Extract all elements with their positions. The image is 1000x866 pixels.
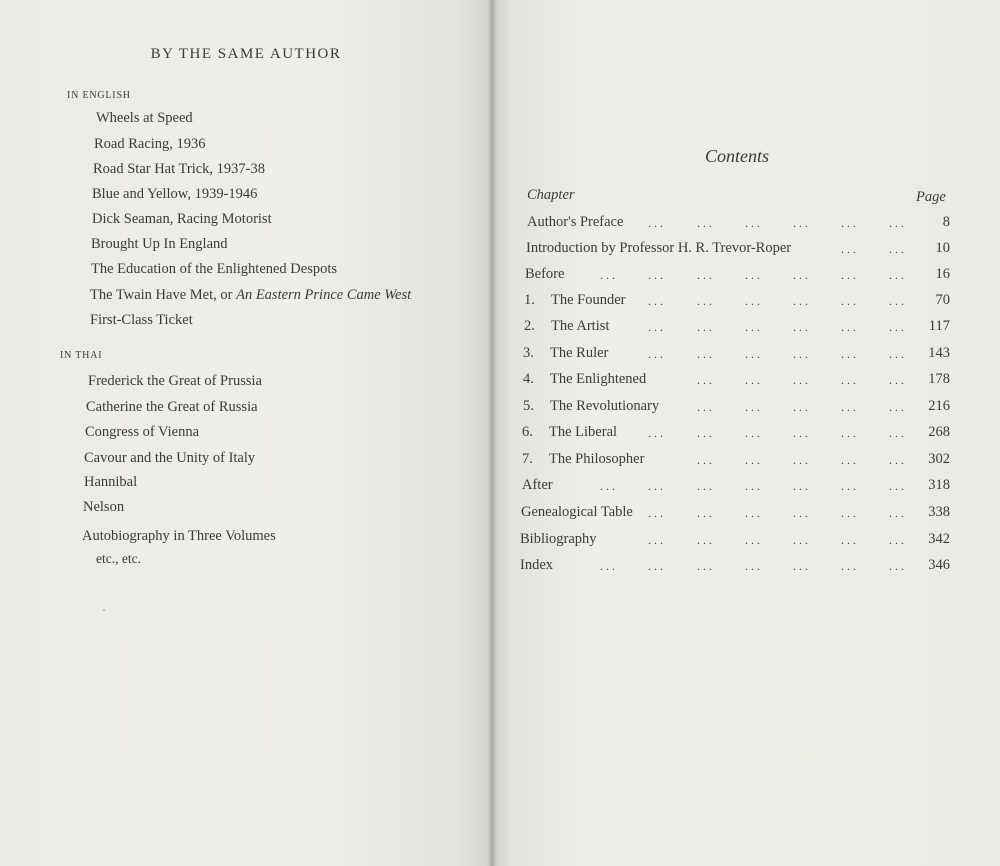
twain-title-prefix: The Twain Have Met, or <box>90 287 237 303</box>
page-number: 143 <box>928 345 950 361</box>
book-title: Road Racing, 1936 <box>94 136 206 152</box>
contents-entry <box>525 266 950 286</box>
page-number: 16 <box>935 266 950 282</box>
dot-leader: ... <box>697 506 715 520</box>
dot-leader: ... <box>697 373 715 387</box>
book-title: Cavour and the Unity of Italy <box>84 450 256 466</box>
dot-leader: ... <box>745 506 763 520</box>
contents-entry <box>520 531 950 551</box>
dot-leader: ... <box>648 320 666 334</box>
chapter-number: 3. <box>523 345 534 361</box>
dot-leader: ... <box>697 453 715 467</box>
book-title-twain <box>90 287 474 304</box>
book-title: Catherine the Great of Russia <box>86 399 258 415</box>
page-number: 346 <box>928 557 950 573</box>
book-title: Congress of Vienna <box>85 424 200 440</box>
dot-leader: ... <box>600 559 618 573</box>
dot-leader: ... <box>697 268 715 282</box>
dot-leader: ... <box>793 216 811 230</box>
book-gutter <box>487 0 497 866</box>
dot-leader: ... <box>889 320 907 334</box>
chapter-title: Bibliography <box>520 531 597 547</box>
chapter-title: The Enlightened <box>550 371 647 387</box>
dot-leader: ... <box>600 268 618 282</box>
dot-leader: ... <box>841 216 859 230</box>
dot-leader: ... <box>648 559 666 573</box>
dot-leader: ... <box>793 347 811 361</box>
dot-leader: ... <box>889 400 907 414</box>
dot-leader: ... <box>697 426 715 440</box>
dot-leader: ... <box>697 216 715 230</box>
book-title: Hannibal <box>84 474 138 490</box>
dot-leader: ... <box>793 479 811 493</box>
dot-leader: ... <box>889 242 907 256</box>
dot-leader: ... <box>600 479 618 493</box>
chapter-number: 5. <box>523 398 534 414</box>
chapter-number: 6. <box>522 424 533 440</box>
chapter-title: The Artist <box>551 318 610 334</box>
book-title: Nelson <box>83 499 125 515</box>
chapter-title: The Philosopher <box>549 451 645 467</box>
chapter-title: Index <box>520 557 554 573</box>
dot-leader: ... <box>697 320 715 334</box>
left-page <box>0 0 492 866</box>
dot-leader: ... <box>745 268 763 282</box>
dot-leader: ... <box>745 559 763 573</box>
contents-entry <box>524 318 950 338</box>
dot-leader: ... <box>889 533 907 547</box>
book-title: Brought Up In England <box>91 236 228 252</box>
dot-leader: ... <box>745 400 763 414</box>
dot-leader: ... <box>697 559 715 573</box>
contents-entry <box>522 424 950 444</box>
dot-leader: ... <box>889 216 907 230</box>
page-number: 178 <box>928 371 950 387</box>
chapter-number: 1. <box>524 292 535 308</box>
dot-leader: ... <box>841 320 859 334</box>
dot-leader: ... <box>841 426 859 440</box>
contents-entry <box>520 557 950 577</box>
chapter-title: The Ruler <box>550 345 609 361</box>
english-section-label: IN ENGLISH <box>67 90 131 101</box>
dot-leader: ... <box>648 426 666 440</box>
chapter-title: Introduction by Professor H. R. Trevor-Roper <box>526 240 792 256</box>
dot-leader: ... <box>841 453 859 467</box>
dot-leader: ... <box>793 453 811 467</box>
dot-leader: ... <box>889 294 907 308</box>
dot-leader: ... <box>889 559 907 573</box>
dot-leader: ... <box>793 426 811 440</box>
book-title: First-Class Ticket <box>90 312 193 328</box>
page-number: 10 <box>935 240 950 256</box>
dot-leader: ... <box>793 533 811 547</box>
dot-leader: ... <box>889 479 907 493</box>
dot-leader: ... <box>793 294 811 308</box>
contents-entry <box>527 214 950 234</box>
page-number: 318 <box>928 477 950 493</box>
contents-entry <box>522 477 950 497</box>
book-title: Frederick the Great of Prussia <box>88 373 262 389</box>
dot-leader: ... <box>745 453 763 467</box>
contents-entry <box>526 240 950 260</box>
page-number: 216 <box>928 398 950 414</box>
etc-text: etc., etc. <box>96 551 141 566</box>
dot-leader: ... <box>793 268 811 282</box>
dot-leader: ... <box>697 533 715 547</box>
contents-entry <box>523 398 950 418</box>
book-title: Blue and Yellow, 1939-1946 <box>92 186 258 202</box>
dot-leader: ... <box>648 268 666 282</box>
contents-entry <box>522 451 950 471</box>
contents-title: Contents <box>704 146 769 166</box>
dot-leader: ... <box>841 400 859 414</box>
dot-leader: ... <box>648 216 666 230</box>
dot-leader: ... <box>697 294 715 308</box>
contents-entry <box>524 292 950 312</box>
dot-leader: ... <box>841 242 859 256</box>
dot-leader: ... <box>793 320 811 334</box>
dot-leader: ... <box>841 479 859 493</box>
page-number: 342 <box>928 531 950 547</box>
dot-leader: ... <box>841 373 859 387</box>
book-title: Road Star Hat Trick, 1937-38 <box>93 161 265 177</box>
chapter-title: After <box>522 477 553 493</box>
page-number: 70 <box>935 292 950 308</box>
dot-leader: ... <box>697 347 715 361</box>
dot-leader: ... <box>841 347 859 361</box>
dot-leader: ... <box>793 506 811 520</box>
chapter-number: 7. <box>522 451 533 467</box>
page-number: 338 <box>928 504 950 520</box>
page-number: 302 <box>928 451 950 467</box>
dot-leader: ... <box>841 533 859 547</box>
dot-leader: ... <box>745 373 763 387</box>
book-title: The Education of the Enlightened Despots <box>91 261 338 277</box>
dot-leader: ... <box>745 533 763 547</box>
contents-entry <box>521 504 950 524</box>
dot-leader: ... <box>889 426 907 440</box>
paper-speck <box>103 609 105 611</box>
dot-leader: ... <box>648 347 666 361</box>
dot-leader: ... <box>745 426 763 440</box>
book-title: Wheels at Speed <box>96 110 193 126</box>
chapter-title: Genealogical Table <box>521 504 633 520</box>
dot-leader: ... <box>841 559 859 573</box>
chapter-column-header: Chapter <box>527 187 575 203</box>
dot-leader: ... <box>648 533 666 547</box>
dot-leader: ... <box>745 347 763 361</box>
dot-leader: ... <box>697 479 715 493</box>
page-number: 8 <box>942 214 950 230</box>
dot-leader: ... <box>745 320 763 334</box>
dot-leader: ... <box>889 347 907 361</box>
dot-leader: ... <box>841 268 859 282</box>
book-title: Autobiography in Three Volumes <box>82 528 276 544</box>
dot-leader: ... <box>697 400 715 414</box>
dot-leader: ... <box>793 559 811 573</box>
dot-leader: ... <box>793 373 811 387</box>
dot-leader: ... <box>841 506 859 520</box>
dot-leader: ... <box>841 294 859 308</box>
page-number: 117 <box>928 318 950 334</box>
dot-leader: ... <box>745 479 763 493</box>
chapter-title: Before <box>525 266 565 282</box>
contents-entry <box>523 345 950 365</box>
chapter-title: The Founder <box>551 292 626 308</box>
dot-leader: ... <box>793 400 811 414</box>
dot-leader: ... <box>648 506 666 520</box>
dot-leader: ... <box>889 268 907 282</box>
chapter-title: The Revolutionary <box>550 398 660 414</box>
same-author-heading: BY THE SAME AUTHOR <box>150 46 342 62</box>
chapter-title: The Liberal <box>549 424 618 440</box>
page-number: 268 <box>928 424 950 440</box>
twain-title-italic: An Eastern Prince Came West <box>236 287 412 303</box>
dot-leader: ... <box>745 216 763 230</box>
chapter-number: 4. <box>523 371 534 387</box>
thai-section-label: IN THAI <box>60 350 103 361</box>
page-column-header: Page <box>916 189 946 205</box>
dot-leader: ... <box>889 453 907 467</box>
book-title: Dick Seaman, Racing Motorist <box>92 211 272 227</box>
dot-leader: ... <box>745 294 763 308</box>
dot-leader: ... <box>648 294 666 308</box>
dot-leader: ... <box>889 506 907 520</box>
contents-entry <box>523 371 950 391</box>
chapter-number: 2. <box>524 318 535 334</box>
dot-leader: ... <box>889 373 907 387</box>
chapter-title: Author's Preface <box>527 214 624 230</box>
dot-leader: ... <box>648 479 666 493</box>
